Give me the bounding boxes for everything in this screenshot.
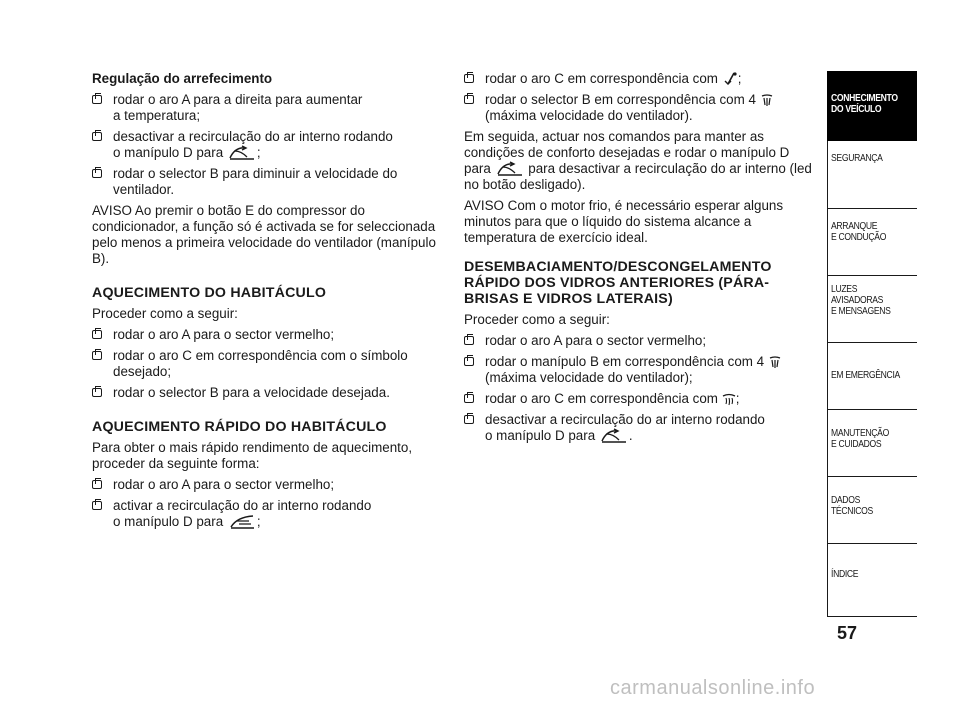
list-item	[92, 92, 437, 124]
tab-conhecimento[interactable]	[827, 71, 917, 141]
list-item-text: rodar o selector B para diminuir a velocidade do ventilador.	[113, 166, 398, 197]
list-item	[92, 327, 437, 343]
tab-luzes[interactable]	[827, 275, 917, 342]
fast-heating-intro: Para obter o mais rápido rendimento de aquecimento, proceder da seguinte forma:	[92, 440, 413, 471]
recirculation-off-icon	[495, 161, 525, 177]
checkbox-bullet-icon	[464, 74, 474, 83]
checkbox-bullet-icon	[464, 394, 474, 403]
tab-indice[interactable]	[827, 543, 917, 610]
tab-dados[interactable]	[827, 476, 917, 543]
tab-label: DADOS TÉCNICOS	[831, 494, 873, 517]
tab-label: MANUTENÇÃO E CUIDADOS	[831, 427, 889, 450]
list-item-text: rodar o selector B para a velocidade desejada.	[113, 385, 390, 400]
tab-label: ÍNDICE	[831, 568, 859, 580]
paragraph-text: Em seguida, actuar nos comandos para manter as condições de conforto desejadas e rodar o manípulo D para	[464, 129, 790, 176]
list-item	[92, 477, 437, 493]
list-item	[92, 129, 437, 161]
paragraph-text: para desactivar a recirculação do ar interno (led no botão desligado).	[464, 161, 812, 192]
cooling-title: Regulação do arrefecimento	[92, 71, 273, 86]
list-item	[464, 333, 814, 349]
list-item-text: (máxima velocidade do ventilador).	[485, 108, 693, 123]
checkbox-bullet-icon	[92, 95, 102, 104]
defrost-heading: DESEMBACIAMENTO/DESCONGELAMENTO RÁPIDO DOS VIDROS ANTERIORES (PÁRA-BRISAS E VIDROS LATERAIS)	[464, 259, 772, 307]
watermark: carmanualsonline.info	[610, 677, 816, 699]
checkbox-bullet-icon	[464, 415, 474, 424]
tab-arranque[interactable]	[827, 208, 917, 275]
list-item	[464, 92, 814, 124]
checkbox-bullet-icon	[464, 336, 474, 345]
tab-label: CONHECIMENTO DO VEÍCULO	[831, 92, 898, 115]
tab-manutencao[interactable]	[827, 409, 917, 476]
list-item	[92, 348, 437, 380]
list-item-text: rodar o manípulo B em correspondência com 4	[485, 354, 765, 369]
tab-label: EM EMERGÊNCIA	[831, 369, 900, 381]
heating-intro: Proceder como a seguir:	[92, 306, 238, 321]
checkbox-bullet-icon	[92, 501, 102, 510]
list-item-text: rodar o aro A para o sector vermelho;	[113, 477, 335, 492]
fan-icon	[760, 94, 774, 108]
checkbox-bullet-icon	[92, 132, 102, 141]
page-number: 57	[837, 623, 858, 643]
list-item-text: rodar o aro C em correspondência com o símbolo desejado;	[113, 348, 408, 379]
list-item-text: desactivar a recirculação do ar interno rodando o manípulo D para	[113, 129, 393, 160]
middle-column	[464, 71, 814, 449]
list-item	[92, 498, 437, 530]
tab-emergencia[interactable]	[827, 342, 917, 409]
heating-heading: AQUECIMENTO DO HABITÁCULO	[92, 285, 327, 301]
list-item-text: rodar o aro A para o sector vermelho;	[485, 333, 707, 348]
suffix-text: ;	[256, 514, 261, 529]
followup-paragraph	[464, 129, 814, 193]
defrost-intro: Proceder como a seguir:	[464, 312, 610, 327]
checkbox-bullet-icon	[92, 351, 102, 360]
suffix-text: ;	[735, 391, 740, 406]
list-item-text: activar a recirculação do ar interno rodando o manípulo D para	[113, 498, 372, 529]
list-item	[464, 354, 814, 386]
recirculation-on-icon	[227, 514, 257, 530]
recirculation-off-icon	[227, 145, 257, 161]
tab-seguranca[interactable]	[827, 141, 917, 208]
tab-label: ARRANQUE E CONDUÇÃO	[831, 220, 887, 243]
list-item-text: rodar o aro A para o sector vermelho;	[113, 327, 335, 342]
suffix-text: .	[628, 428, 633, 443]
aviso-paragraph: AVISO Com o motor frio, é necessário esperar alguns minutos para que o líquido do sistema alcance a temperatura de exercício ideal.	[464, 198, 784, 245]
tabs-bottom-rule	[827, 616, 917, 617]
list-item	[464, 412, 814, 444]
list-item-text: rodar o selector B em correspondência com 4	[485, 92, 756, 107]
fast-heating-heading: AQUECIMENTO RÁPIDO DO HABITÁCULO	[92, 419, 387, 435]
aviso-paragraph: AVISO Ao premir o botão E do compressor do condicionador, a função só é activada se for seleccionada pelo menos a primeira velocidade do ventilador (manípulo B).	[92, 203, 436, 266]
list-item-text: rodar o aro C em correspondência com	[485, 71, 718, 86]
checkbox-bullet-icon	[464, 357, 474, 366]
windscreen-defrost-icon	[722, 393, 736, 407]
checkbox-bullet-icon	[92, 388, 102, 397]
tab-label: LUZES AVISADORAS E MENSAGENS	[831, 283, 891, 317]
list-item-text: rodar o aro C em correspondência com	[485, 391, 718, 406]
list-item-text: (máxima velocidade do ventilador);	[485, 370, 693, 385]
checkbox-bullet-icon	[92, 169, 102, 178]
list-item	[464, 71, 814, 87]
recirculation-off-icon	[599, 428, 629, 444]
list-item-text: rodar o aro A para a direita para aumentar a temperatura;	[113, 92, 363, 123]
list-item-text: desactivar a recirculação do ar interno rodando o manípulo D para	[485, 412, 765, 443]
list-item	[92, 385, 437, 401]
checkbox-bullet-icon	[92, 330, 102, 339]
fan-icon	[768, 356, 782, 370]
suffix-text: ;	[256, 145, 261, 160]
left-column	[92, 71, 437, 535]
list-item	[464, 391, 814, 407]
section-tabs	[827, 71, 917, 610]
checkbox-bullet-icon	[92, 480, 102, 489]
list-item	[92, 166, 437, 198]
suffix-text: ;	[737, 71, 742, 86]
tab-label: SEGURANÇA	[831, 152, 883, 164]
feet-windscreen-icon	[722, 71, 738, 87]
checkbox-bullet-icon	[464, 95, 474, 104]
